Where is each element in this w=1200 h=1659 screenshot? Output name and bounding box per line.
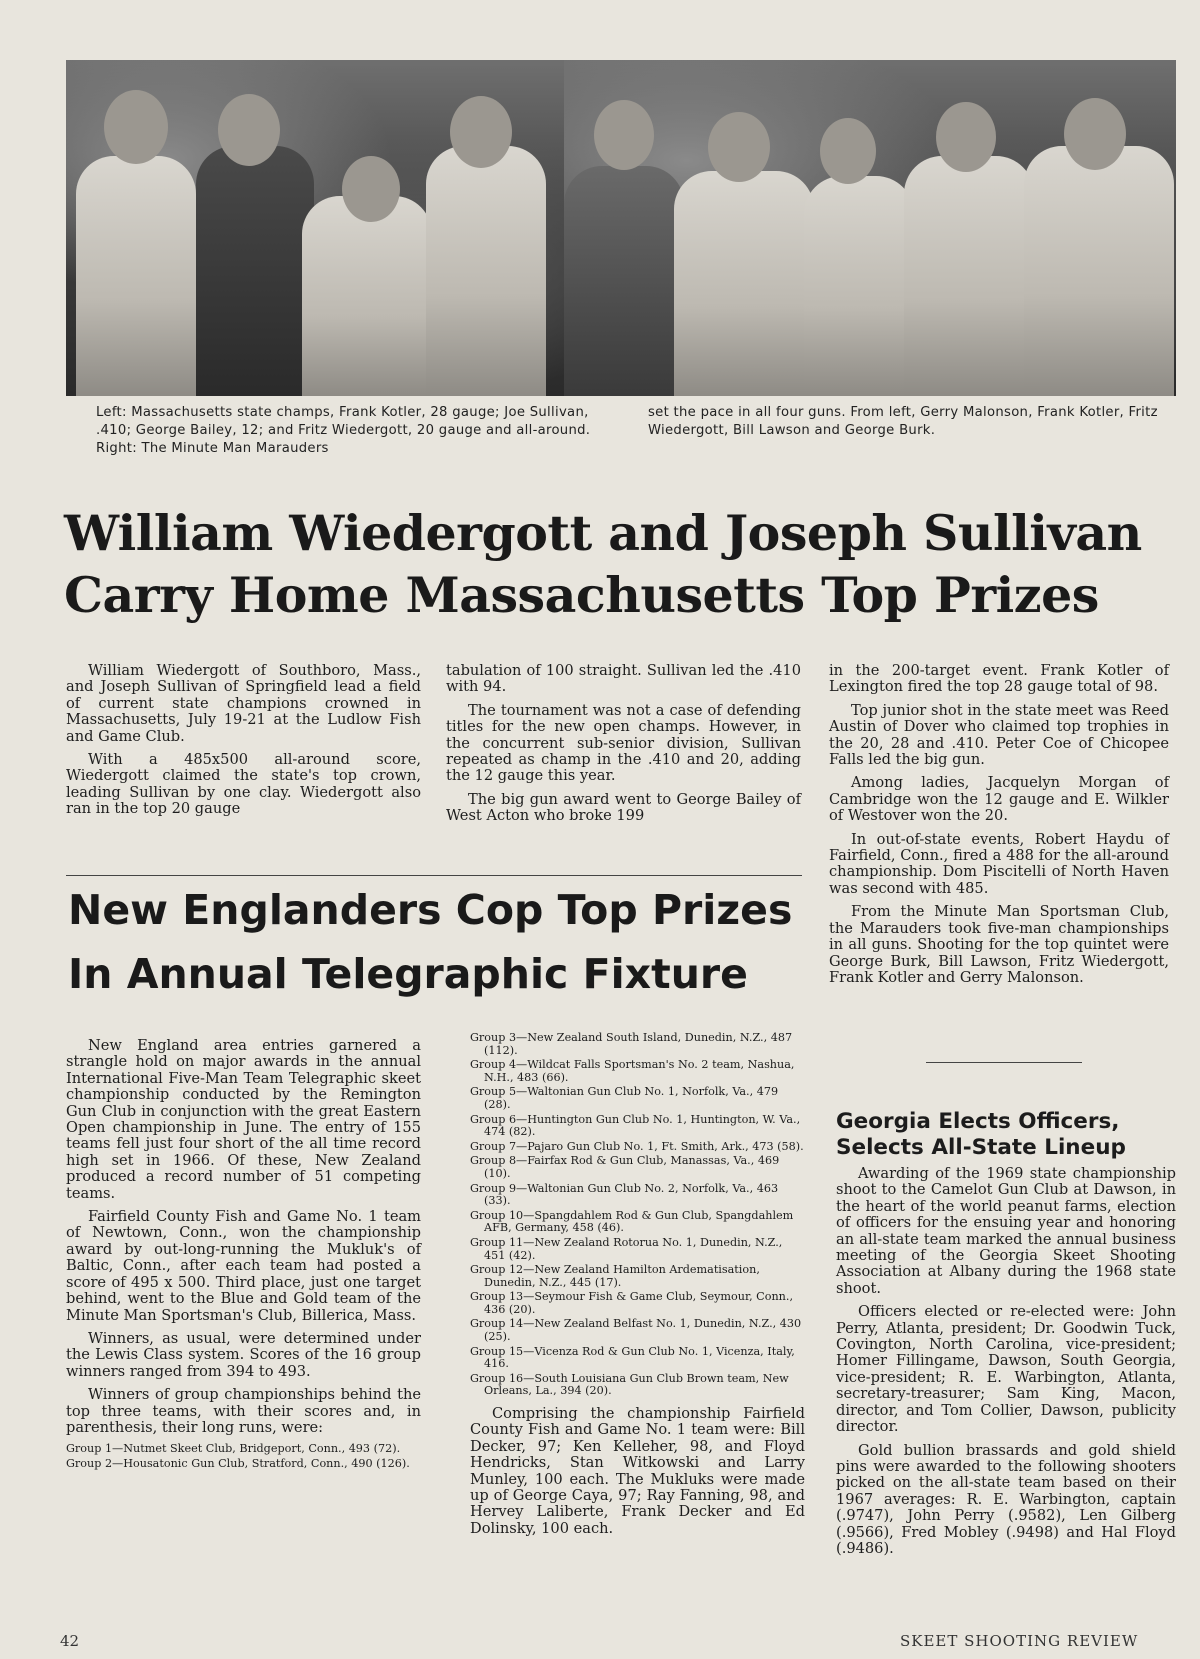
paragraph: Awarding of the 1969 state championship shoot to the Camelot Gun Club at Dawson, in the heart of the world peanut farms, election of officers for the ensuing year and honoring an all-state team marked the annual business meeting of the Georgia Skeet Shooting Association at Albany during the 1968 state shoot. <box>836 1165 1176 1297</box>
group-result: Group 11—New Zealand Rotorua No. 1, Dunedin, N.Z., 451 (42). <box>470 1235 783 1262</box>
photo-caption-left: Left: Massachusetts state champs, Frank Kotler, 28 gauge; Joe Sullivan, .410; George Bailey, 12; and Fritz Wiedergott, 20 gauge and all-around. Right: The Minute Man Marauders <box>96 405 591 456</box>
paragraph: tabulation of 100 straight. Sullivan led the .410 with 94. <box>446 662 801 696</box>
paragraph: In out-of-state events, Robert Haydu of Fairfield, Conn., fired a 488 for the all-around championship. Dom Piscitelli of North Haven was second with 485. <box>829 830 1169 897</box>
article-headline-telegraphic: New Englanders Cop Top Prizes In Annual Telegraphic Fixture <box>68 886 793 998</box>
section-divider <box>926 1062 1082 1063</box>
paragraph: From the Minute Man Sportsman Club, the Marauders took five-man championships in all guns. Shooting for the top quintet were George Burk, Bill Lawson, Fritz Wiedergott, Frank Kotler and Gerry Malonson. <box>829 903 1169 986</box>
paragraph: The tournament was not a case of defending titles for the new open champs. However, in the concurrent sub-senior division, Sullivan repeated as champ in the .410 and 20, adding the 12 gauge this year. <box>446 701 801 785</box>
paragraph: Officers elected or re-elected were: John Perry, Atlanta, president; Dr. Goodwin Tuck, Covington, North Carolina, vice-president; Homer Fillingame, Dawson, South Georgia, vice-president; R. E. Warbington, Atlanta, secretary-treasurer; Sam King, Macon, director, and Tom Collier, Dawson, publicity director. <box>836 1303 1176 1436</box>
paragraph: Fairfield County Fish and Game No. 1 team of Newtown, Conn., won the championship award by out-long-running the Mukluk's of Baltic, Conn., after each team had posted a score of 495 x 500. Third place, just one target behind, went to the Blue and Gold team of the Minute Man Sportsman's Club, Billerica, Mass. <box>66 1208 421 1324</box>
group-result: Group 2—Housatonic Gun Club, Stratford, Conn., 490 (126). <box>66 1456 410 1470</box>
article-headline-georgia: Georgia Elects Officers, Selects All-State Lineup <box>836 1109 1126 1160</box>
group-result: Group 14—New Zealand Belfast No. 1, Dunedin, N.Z., 430 (25). <box>470 1317 802 1344</box>
paragraph: Gold bullion brassards and gold shield pins were awarded to the following shooters picked on the all-state team based on their 1967 averages: R. E. Warbington, captain (.9747), John Perry (.9582), Len Gilberg (.9566), Fred Mobley (.9498) and Hal Floyd (.9486). <box>836 1441 1176 1557</box>
paragraph: Winners, as usual, were determined under the Lewis Class system. Scores of the 16 group winners ranged from 394 to 493. <box>66 1329 421 1380</box>
group-result: Group 16—South Louisiana Gun Club Brown team, New Orleans, La., 394 (20). <box>470 1371 789 1398</box>
paragraph: The big gun award went to George Bailey of West Acton who broke 199 <box>446 790 801 825</box>
paragraph: New England area entries garnered a strangle hold on major awards in the annual International Five-Man Team Telegraphic skeet championship conducted by the Remington Gun Club in conjunction with the great Eastern Open championship in June. The entry of 155 teams fell just four short of the all time record high set in 1966. Of these, New Zealand produced a record number of 51 competing teams. <box>66 1037 421 1202</box>
paragraph: Among ladies, Jacquelyn Morgan of Cambridge won the 12 gauge and E. Wilkler of Westover won the 20. <box>829 774 1169 825</box>
paragraph: Winners of group championships behind the top three teams, with their scores and, in parenthesis, their long runs, were: <box>66 1386 421 1436</box>
photo-minute-man-marauders <box>564 60 1176 396</box>
group-result: Group 1—Nutmet Skeet Club, Bridgeport, Conn., 493 (72). <box>66 1442 401 1456</box>
paragraph: Top junior shot in the state meet was Reed Austin of Dover who claimed top trophies in the 20, 28 and .410. Peter Coe of Chicopee Falls led the big gun. <box>829 701 1169 769</box>
group-result: Group 8—Fairfax Rod & Gun Club, Manassas, Va., 469 (10). <box>470 1154 780 1180</box>
group-result: Group 7—Pajaro Gun Club No. 1, Ft. Smith, Ark., 473 (58). <box>470 1139 804 1153</box>
photo-caption-right: set the pace in all four guns. From left, Gerry Malonson, Frank Kotler, Fritz Wiedergott, Bill Lawson and George Burk. <box>648 405 1158 438</box>
group-result: Group 6—Huntington Gun Club No. 1, Huntington, W. Va., 474 (82). <box>470 1112 801 1139</box>
group-result: Group 9—Waltonian Gun Club No. 2, Norfolk, Va., 463 (33). <box>470 1181 779 1208</box>
article2-column-2 <box>470 1032 805 1544</box>
group-result: Group 4—Wildcat Falls Sportsman's No. 2 team, Nashua, N.H., 483 (66). <box>470 1058 795 1084</box>
page-number: 42 <box>60 1632 80 1650</box>
magazine-name: SKEET SHOOTING REVIEW <box>900 1632 1139 1650</box>
photo-massachusetts-champs <box>66 60 564 396</box>
group-result: Group 15—Vicenza Rod & Gun Club No. 1, Vicenza, Italy, 416. <box>470 1344 795 1371</box>
group-result: Group 3—New Zealand South Island, Dunedin, N.Z., 487 (112). <box>470 1031 793 1057</box>
article3-column <box>836 1166 1176 1564</box>
group-result: Group 12—New Zealand Hamilton Ardematisation, Dunedin, N.Z., 445 (17). <box>470 1263 760 1289</box>
group-result: Group 10—Spangdahlem Rod & Gun Club, Spangdahlem AFB, Germany, 458 (46). <box>470 1208 794 1235</box>
paragraph: Comprising the championship Fairfield County Fish and Game No. 1 team were: Bill Decker, 97; Ken Kelleher, 98, and Floyd Hendricks, Stan Witkowski and Larry Munley, 100 each. The Mukluks were made up of George Caya, 97; Ray Fanning, 98, and Hervey Laliberte, Frank Decker and Ed Dolinsky, 100 each. <box>470 1405 805 1537</box>
article-headline-massachusetts: William Wiedergott and Joseph Sullivan Carry Home Massachusetts Top Prizes <box>64 504 1142 624</box>
article1-column-3 <box>829 663 1169 993</box>
section-divider <box>66 875 802 876</box>
paragraph: William Wiedergott of Southboro, Mass., and Joseph Sullivan of Springfield lead a field of current state champions crowned in Massachusetts, July 19-21 at the Ludlow Fish and Game Club. <box>66 662 421 745</box>
article2-column-1 <box>66 1038 421 1473</box>
group-result: Group 5—Waltonian Gun Club No. 1, Norfolk, Va., 479 (28). <box>470 1085 779 1111</box>
group-result: Group 13—Seymour Fish & Game Club, Seymour, Conn., 436 (20). <box>470 1290 793 1316</box>
paragraph: in the 200-target event. Frank Kotler of Lexington fired the top 28 gauge total of 98. <box>829 662 1169 696</box>
article1-column-2 <box>446 663 801 832</box>
paragraph: With a 485x500 all-around score, Wiedergott claimed the state's top crown, leading Sullivan by one clay. Wiedergott also ran in the top 20 gauge <box>66 751 421 818</box>
article1-column-1 <box>66 663 421 825</box>
